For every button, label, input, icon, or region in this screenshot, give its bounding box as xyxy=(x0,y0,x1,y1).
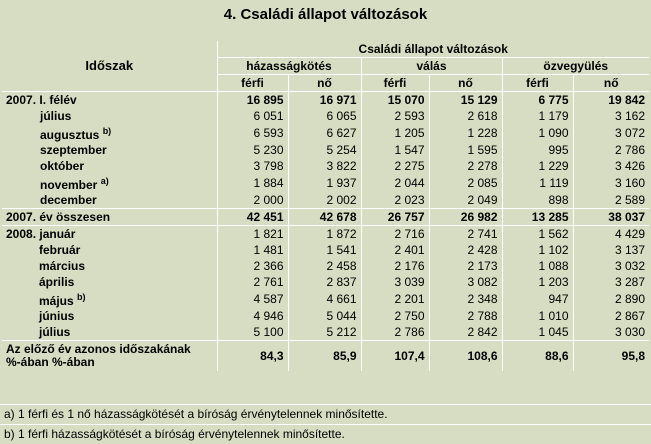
table-cell: 38 037 xyxy=(573,209,649,226)
table-cell: 2 023 xyxy=(361,192,429,209)
comparison-value: 88,6 xyxy=(502,341,573,372)
footnote-a: a) 1 férfi és 1 nő házasságkötését a bíróság érvénytelennek minősítette. xyxy=(4,407,388,421)
table-cell: 2 176 xyxy=(361,258,429,274)
table-cell: 898 xyxy=(502,192,573,209)
row-label xyxy=(2,226,217,243)
table-cell: 5 212 xyxy=(288,324,361,341)
table-cell: 3 039 xyxy=(361,274,429,290)
table-cell: 26 757 xyxy=(361,209,429,226)
table-row xyxy=(2,124,649,142)
table-cell: 3 162 xyxy=(573,108,649,124)
row-label xyxy=(2,290,217,308)
row-label-text: július xyxy=(40,109,72,123)
header-female: nő xyxy=(429,75,502,92)
table-cell: 2 428 xyxy=(429,242,502,258)
row-label-text: 2008. január xyxy=(6,227,76,241)
table-cell: 2 593 xyxy=(361,108,429,124)
page-title: 4. Családi állapot változások xyxy=(223,6,428,23)
footnote-marker: b) xyxy=(77,292,86,302)
table-cell: 5 230 xyxy=(217,142,288,158)
table-cell: 2 275 xyxy=(361,158,429,174)
table-cell: 1 090 xyxy=(502,124,573,142)
table-row xyxy=(2,108,649,124)
comparison-value: 84,3 xyxy=(217,341,288,372)
comparison-value: 107,4 xyxy=(361,341,429,372)
table-row xyxy=(2,142,649,158)
table-cell: 3 287 xyxy=(573,274,649,290)
table-row xyxy=(2,209,649,226)
table-cell: 3 426 xyxy=(573,158,649,174)
table-cell: 6 627 xyxy=(288,124,361,142)
comparison-value: 85,9 xyxy=(288,341,361,372)
table-cell: 2 366 xyxy=(217,258,288,274)
table-row xyxy=(2,226,649,243)
table-cell: 15 070 xyxy=(361,92,429,109)
table-cell: 1 119 xyxy=(502,174,573,192)
table-cell: 1 595 xyxy=(429,142,502,158)
comparison-value: 95,8 xyxy=(573,341,649,372)
table-cell: 2 741 xyxy=(429,226,502,243)
footnote-marker: a) xyxy=(100,176,109,186)
table-cell: 2 278 xyxy=(429,158,502,174)
table-cell: 6 775 xyxy=(502,92,573,109)
row-label-text: november xyxy=(40,178,98,192)
table-cell: 2 348 xyxy=(429,290,502,308)
comparison-value: 108,6 xyxy=(429,341,502,372)
row-label-text: 2007. év összesen xyxy=(6,210,111,224)
table-cell: 4 661 xyxy=(288,290,361,308)
table-cell: 2 867 xyxy=(573,308,649,324)
footnote-marker: b) xyxy=(102,126,112,136)
table-cell: 2 049 xyxy=(429,192,502,209)
row-label-text: december xyxy=(40,193,97,207)
table-cell: 2 085 xyxy=(429,174,502,192)
row-label xyxy=(2,258,217,274)
table-cell: 2 837 xyxy=(288,274,361,290)
table-cell: 1 102 xyxy=(502,242,573,258)
row-label xyxy=(2,209,217,226)
table-cell: 5 100 xyxy=(217,324,288,341)
table-cell: 2 761 xyxy=(217,274,288,290)
table-cell: 4 946 xyxy=(217,308,288,324)
table-cell: 1 010 xyxy=(502,308,573,324)
table-cell: 995 xyxy=(502,142,573,158)
table-cell: 2 750 xyxy=(361,308,429,324)
row-label-text: július xyxy=(39,325,71,339)
footnote-b: b) 1 férfi házasságkötését a bíróság érvénytelennek minősítette. xyxy=(4,427,345,441)
table-cell: 3 822 xyxy=(288,158,361,174)
table-cell: 19 842 xyxy=(573,92,649,109)
table-cell: 2 000 xyxy=(217,192,288,209)
table-cell: 1 884 xyxy=(217,174,288,192)
row-label xyxy=(2,274,217,290)
table-cell: 3 030 xyxy=(573,324,649,341)
table-cell: 1 547 xyxy=(361,142,429,158)
row-label-text: június xyxy=(39,309,75,323)
row-label-text: február xyxy=(39,243,81,257)
table-cell: 2 786 xyxy=(573,142,649,158)
table-cell: 3 160 xyxy=(573,174,649,192)
row-label-text: március xyxy=(39,259,86,273)
row-label xyxy=(2,174,217,192)
table-cell: 2 788 xyxy=(429,308,502,324)
table-cell: 1 088 xyxy=(502,258,573,274)
row-label xyxy=(2,124,217,142)
table-row xyxy=(2,290,649,308)
table-cell: 2 173 xyxy=(429,258,502,274)
comparison-label: Az előző év azonos időszakának %-ában %-ában xyxy=(2,341,217,372)
table-cell: 4 587 xyxy=(217,290,288,308)
row-label xyxy=(2,108,217,124)
table-cell: 6 065 xyxy=(288,108,361,124)
table-row xyxy=(2,192,649,209)
table-cell: 2 044 xyxy=(361,174,429,192)
header-marriage: házasságkötés xyxy=(217,58,361,75)
header-group: Családi állapot változások xyxy=(217,41,649,58)
table-cell: 1 179 xyxy=(502,108,573,124)
header-divorce: válás xyxy=(361,58,502,75)
table-cell: 1 937 xyxy=(288,174,361,192)
header-widowhood: özvegyülés xyxy=(502,58,649,75)
row-label-text: szeptember xyxy=(40,143,107,157)
row-label-text: október xyxy=(40,159,85,173)
table-cell: 2 716 xyxy=(361,226,429,243)
table-row xyxy=(2,158,649,174)
row-label-text: augusztus xyxy=(40,128,100,142)
table-cell: 42 451 xyxy=(217,209,288,226)
table-cell: 2 401 xyxy=(361,242,429,258)
table-cell: 1 228 xyxy=(429,124,502,142)
table-cell: 947 xyxy=(502,290,573,308)
row-label xyxy=(2,242,217,258)
table-cell: 26 982 xyxy=(429,209,502,226)
table-cell: 15 129 xyxy=(429,92,502,109)
table-row xyxy=(2,242,649,258)
table-cell: 2 589 xyxy=(573,192,649,209)
table-row xyxy=(2,308,649,324)
header-male: férfi xyxy=(361,75,429,92)
header-female: nő xyxy=(288,75,361,92)
row-label xyxy=(2,192,217,209)
table-cell: 3 082 xyxy=(429,274,502,290)
table-cell: 2 786 xyxy=(361,324,429,341)
table-cell: 3 072 xyxy=(573,124,649,142)
table-cell: 1 205 xyxy=(361,124,429,142)
table-cell: 1 229 xyxy=(502,158,573,174)
table-row xyxy=(2,258,649,274)
table-cell: 1 541 xyxy=(288,242,361,258)
table-cell: 13 285 xyxy=(502,209,573,226)
header-male: férfi xyxy=(502,75,573,92)
table-cell: 16 895 xyxy=(217,92,288,109)
table-cell: 2 458 xyxy=(288,258,361,274)
header-period: Időszak xyxy=(2,41,217,92)
header-female: nő xyxy=(573,75,649,92)
table-cell: 1 872 xyxy=(288,226,361,243)
table-row xyxy=(2,92,649,109)
row-label-text: május xyxy=(39,294,74,308)
table-cell: 42 678 xyxy=(288,209,361,226)
table-cell: 2 002 xyxy=(288,192,361,209)
table-cell: 1 562 xyxy=(502,226,573,243)
table-cell: 6 593 xyxy=(217,124,288,142)
table-cell: 6 051 xyxy=(217,108,288,124)
table-cell: 5 254 xyxy=(288,142,361,158)
table-row xyxy=(2,174,649,192)
table-cell: 3 032 xyxy=(573,258,649,274)
footnote-divider xyxy=(0,424,651,425)
table-cell: 3 137 xyxy=(573,242,649,258)
row-label xyxy=(2,308,217,324)
table-cell: 3 798 xyxy=(217,158,288,174)
row-label-text: április xyxy=(39,275,75,289)
table-cell: 1 481 xyxy=(217,242,288,258)
footnote-divider xyxy=(0,404,651,405)
table-cell: 1 821 xyxy=(217,226,288,243)
table-row xyxy=(2,274,649,290)
table-cell: 1 045 xyxy=(502,324,573,341)
table-cell: 2 201 xyxy=(361,290,429,308)
statistics-table xyxy=(2,41,649,371)
header-male: férfi xyxy=(217,75,288,92)
table-row xyxy=(2,324,649,341)
table-cell: 1 203 xyxy=(502,274,573,290)
row-label xyxy=(2,158,217,174)
table-cell: 4 429 xyxy=(573,226,649,243)
row-label xyxy=(2,324,217,341)
row-label xyxy=(2,142,217,158)
table-cell: 2 842 xyxy=(429,324,502,341)
comparison-row xyxy=(2,341,649,372)
table-cell: 2 618 xyxy=(429,108,502,124)
row-label-text: 2007. I. félév xyxy=(6,93,77,107)
table-cell: 2 890 xyxy=(573,290,649,308)
row-label xyxy=(2,92,217,109)
table-cell: 16 971 xyxy=(288,92,361,109)
table-cell: 5 044 xyxy=(288,308,361,324)
